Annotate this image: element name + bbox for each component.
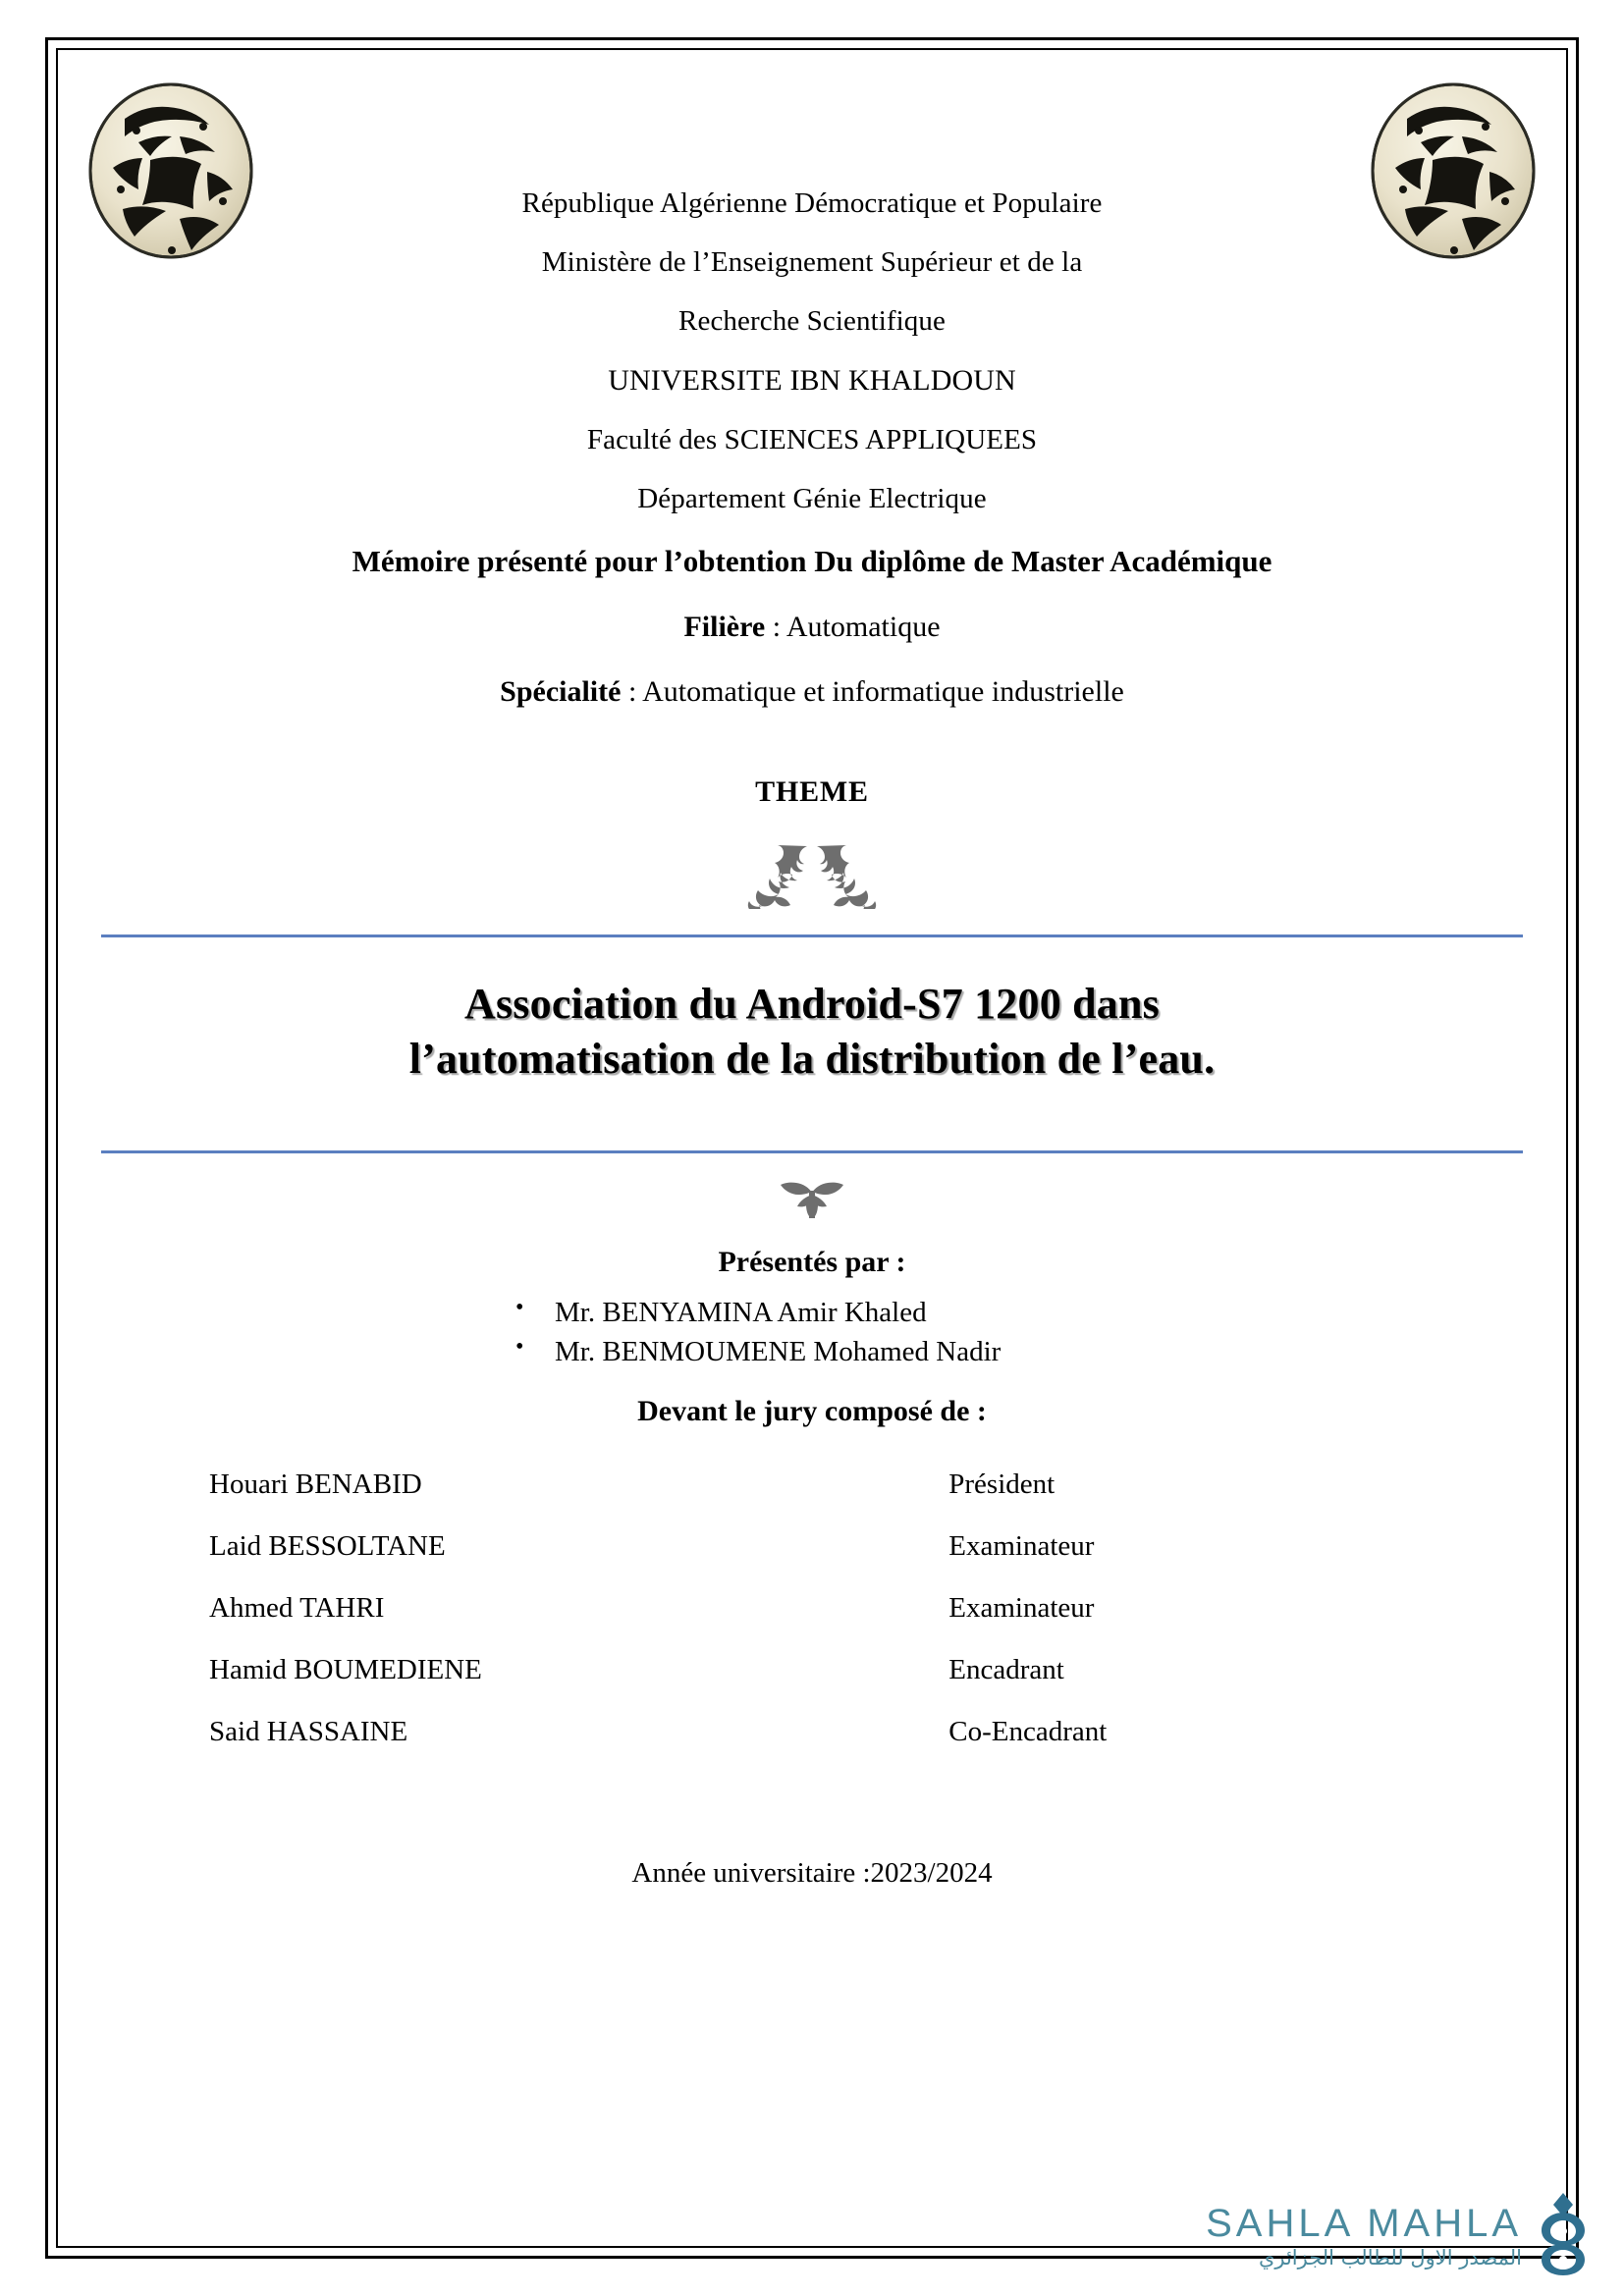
authors-list bbox=[93, 1293, 1531, 1371]
thesis-title bbox=[93, 937, 1531, 1121]
jury-label: Devant le jury composé de : bbox=[637, 1394, 987, 1427]
theme-label: THEME bbox=[755, 775, 869, 808]
header-line-republic: République Algérienne Démocratique et Populaire bbox=[521, 187, 1103, 219]
jury-member-name: Ahmed TAHRI bbox=[209, 1591, 385, 1624]
sahla-mahla-watermark bbox=[1206, 2191, 1598, 2280]
table-row bbox=[93, 1577, 1531, 1639]
watermark-text bbox=[1206, 2203, 1522, 2269]
list-item bbox=[93, 1293, 1531, 1332]
floral-flourish-ornament-icon bbox=[93, 838, 1531, 909]
table-row bbox=[93, 1701, 1531, 1763]
specialite-label: Spécialité bbox=[500, 675, 622, 708]
list-item bbox=[93, 1332, 1531, 1371]
jury-member-name: Said HASSAINE bbox=[209, 1715, 408, 1747]
jury-member-role: Président bbox=[948, 1468, 1056, 1500]
specialite-value: : Automatique et informatique industrielle bbox=[621, 675, 1124, 708]
leaf-sprout-ornament-icon bbox=[93, 1171, 1531, 1222]
institution-header bbox=[93, 66, 1531, 513]
jury-member-role: Co-Encadrant bbox=[948, 1715, 1108, 1747]
university-emblem-icon-left bbox=[78, 78, 264, 264]
author-name: Mr. BENMOUMENE Mohamed Nadir bbox=[555, 1335, 1001, 1367]
filiere-value: : Automatique bbox=[765, 611, 941, 643]
specialite-line bbox=[93, 675, 1531, 709]
jury-member-name: Laid BESSOLTANE bbox=[209, 1529, 446, 1562]
header-line-research: Recherche Scientifique bbox=[678, 305, 946, 337]
jury-member-role: Examinateur bbox=[948, 1529, 1095, 1562]
jury-member-role: Examinateur bbox=[948, 1591, 1095, 1624]
title-rule-bottom bbox=[101, 1150, 1523, 1153]
jury-member-name: Houari BENABID bbox=[209, 1468, 422, 1500]
table-row bbox=[93, 1639, 1531, 1701]
table-row bbox=[93, 1516, 1531, 1577]
header-line-ministry: Ministère de l’Enseignement Supérieur et de la bbox=[541, 246, 1083, 278]
degree-statement: Mémoire présenté pour l’obtention Du diplôme de Master Académique bbox=[352, 544, 1272, 578]
thesis-title-line-2: l’automatisation de la distribution de l’eau. bbox=[408, 1035, 1216, 1084]
jury-member-role: Encadrant bbox=[948, 1653, 1064, 1685]
watermark-title: SAHLA MAHLA bbox=[1206, 2201, 1522, 2245]
academic-year: Année universitaire :2023/2024 bbox=[631, 1856, 993, 1889]
thesis-title-line-1: Association du Android-S7 1200 dans bbox=[464, 980, 1160, 1028]
header-line-faculty: Faculté des SCIENCES APPLIQUEES bbox=[586, 424, 1038, 455]
jury-table bbox=[93, 1454, 1531, 1763]
university-emblem-icon-right bbox=[1360, 78, 1546, 264]
filiere-line bbox=[93, 611, 1531, 644]
jury-member-name: Hamid BOUMEDIENE bbox=[209, 1653, 482, 1685]
header-line-university: UNIVERSITE IBN KHALDOUN bbox=[608, 364, 1016, 397]
bullet-icon: • bbox=[515, 1294, 524, 1320]
page-content bbox=[56, 48, 1568, 2248]
presented-by-label: Présentés par : bbox=[718, 1245, 906, 1278]
table-row bbox=[93, 1454, 1531, 1516]
sahla-mahla-logo-icon bbox=[1528, 2191, 1598, 2280]
author-name: Mr. BENYAMINA Amir Khaled bbox=[555, 1296, 927, 1328]
bullet-icon: • bbox=[515, 1333, 524, 1360]
header-line-department: Département Génie Electrique bbox=[637, 483, 987, 514]
watermark-subtitle: المصدر الاول للطالب الجزائري bbox=[1258, 2245, 1522, 2269]
filiere-label: Filière bbox=[683, 611, 766, 643]
